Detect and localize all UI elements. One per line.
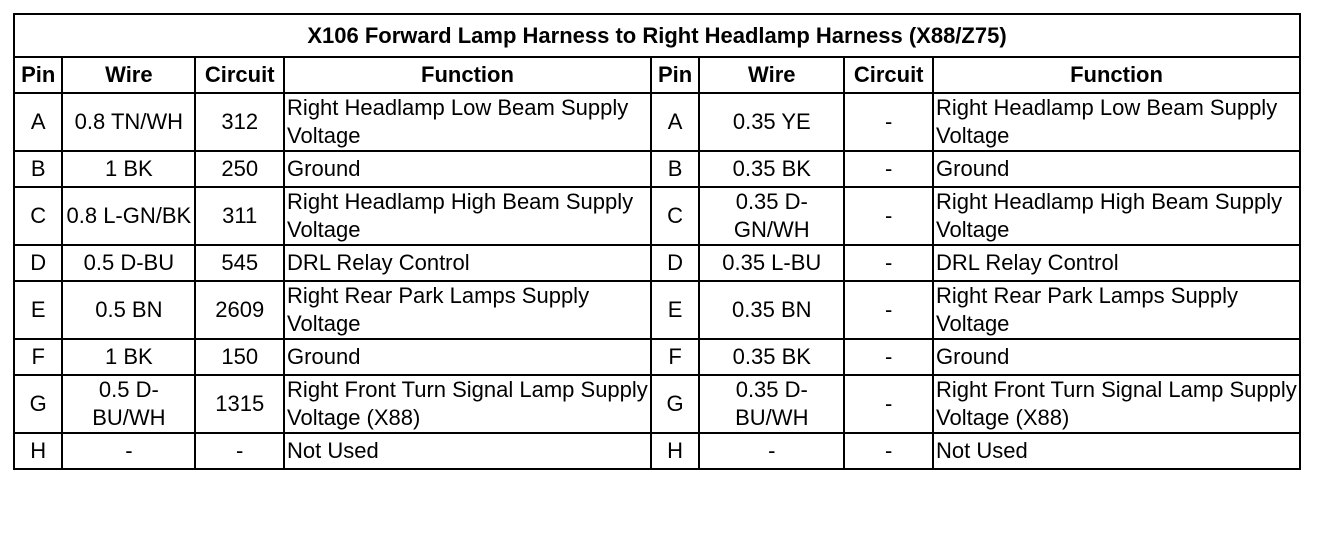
pin-cell: C bbox=[651, 187, 699, 245]
pin-cell: H bbox=[651, 433, 699, 469]
pin-cell: A bbox=[14, 93, 62, 151]
pin-cell: C bbox=[14, 187, 62, 245]
wire-cell: 0.35 BK bbox=[699, 151, 844, 187]
pin-cell: G bbox=[14, 375, 62, 433]
function-cell: Ground bbox=[933, 151, 1300, 187]
function-cell: DRL Relay Control bbox=[284, 245, 651, 281]
wire-cell: 0.5 BN bbox=[62, 281, 195, 339]
pin-cell: B bbox=[14, 151, 62, 187]
wire-cell: 0.8 TN/WH bbox=[62, 93, 195, 151]
pin-cell: A bbox=[651, 93, 699, 151]
wire-cell: 1 BK bbox=[62, 339, 195, 375]
wire-cell: 0.5 D-BU bbox=[62, 245, 195, 281]
wire-cell: - bbox=[699, 433, 844, 469]
function-cell: Ground bbox=[284, 151, 651, 187]
wire-cell: 1 BK bbox=[62, 151, 195, 187]
header-function-right: Function bbox=[933, 57, 1300, 93]
function-cell: Right Front Turn Signal Lamp Supply Voltage (X88) bbox=[933, 375, 1300, 433]
function-cell: Not Used bbox=[933, 433, 1300, 469]
function-cell: Right Rear Park Lamps Supply Voltage bbox=[933, 281, 1300, 339]
header-wire-right: Wire bbox=[699, 57, 844, 93]
wire-cell: 0.35 YE bbox=[699, 93, 844, 151]
function-cell: Right Rear Park Lamps Supply Voltage bbox=[284, 281, 651, 339]
wire-cell: 0.35 BN bbox=[699, 281, 844, 339]
table-row bbox=[14, 93, 1300, 151]
wire-cell: 0.35 BK bbox=[699, 339, 844, 375]
pin-cell: D bbox=[651, 245, 699, 281]
wire-cell: 0.8 L-GN/BK bbox=[62, 187, 195, 245]
table-row bbox=[14, 433, 1300, 469]
circuit-cell: - bbox=[844, 339, 933, 375]
circuit-cell: - bbox=[844, 281, 933, 339]
wire-cell: 0.35 D-BU/WH bbox=[699, 375, 844, 433]
circuit-cell: - bbox=[195, 433, 284, 469]
function-cell: Ground bbox=[284, 339, 651, 375]
column-header-row bbox=[14, 57, 1300, 93]
pin-cell: B bbox=[651, 151, 699, 187]
header-wire-left: Wire bbox=[62, 57, 195, 93]
table-row bbox=[14, 245, 1300, 281]
circuit-cell: 545 bbox=[195, 245, 284, 281]
table-title: X106 Forward Lamp Harness to Right Headlamp Harness (X88/Z75) bbox=[14, 14, 1300, 57]
table-row bbox=[14, 187, 1300, 245]
wire-cell: 0.35 L-BU bbox=[699, 245, 844, 281]
function-cell: Right Headlamp High Beam Supply Voltage bbox=[284, 187, 651, 245]
connector-pinout-table bbox=[13, 13, 1301, 470]
function-cell: Ground bbox=[933, 339, 1300, 375]
function-cell: Right Headlamp Low Beam Supply Voltage bbox=[284, 93, 651, 151]
circuit-cell: - bbox=[844, 93, 933, 151]
header-pin-left: Pin bbox=[14, 57, 62, 93]
function-cell: Right Headlamp Low Beam Supply Voltage bbox=[933, 93, 1300, 151]
pin-cell: F bbox=[14, 339, 62, 375]
wire-cell: 0.5 D-BU/WH bbox=[62, 375, 195, 433]
table-row bbox=[14, 339, 1300, 375]
wire-cell: 0.35 D-GN/WH bbox=[699, 187, 844, 245]
pin-cell: F bbox=[651, 339, 699, 375]
circuit-cell: 2609 bbox=[195, 281, 284, 339]
circuit-cell: 250 bbox=[195, 151, 284, 187]
circuit-cell: 311 bbox=[195, 187, 284, 245]
function-cell: Right Front Turn Signal Lamp Supply Voltage (X88) bbox=[284, 375, 651, 433]
circuit-cell: - bbox=[844, 375, 933, 433]
pin-cell: D bbox=[14, 245, 62, 281]
header-pin-right: Pin bbox=[651, 57, 699, 93]
circuit-cell: - bbox=[844, 187, 933, 245]
pin-cell: H bbox=[14, 433, 62, 469]
header-function-left: Function bbox=[284, 57, 651, 93]
table-row bbox=[14, 281, 1300, 339]
header-circuit-right: Circuit bbox=[844, 57, 933, 93]
circuit-cell: - bbox=[844, 151, 933, 187]
circuit-cell: - bbox=[844, 245, 933, 281]
table-row bbox=[14, 375, 1300, 433]
circuit-cell: - bbox=[844, 433, 933, 469]
table-row bbox=[14, 151, 1300, 187]
function-cell: Not Used bbox=[284, 433, 651, 469]
header-circuit-left: Circuit bbox=[195, 57, 284, 93]
pin-cell: G bbox=[651, 375, 699, 433]
wire-cell: - bbox=[62, 433, 195, 469]
function-cell: Right Headlamp High Beam Supply Voltage bbox=[933, 187, 1300, 245]
circuit-cell: 1315 bbox=[195, 375, 284, 433]
function-cell: DRL Relay Control bbox=[933, 245, 1300, 281]
circuit-cell: 312 bbox=[195, 93, 284, 151]
circuit-cell: 150 bbox=[195, 339, 284, 375]
pin-cell: E bbox=[14, 281, 62, 339]
pin-cell: E bbox=[651, 281, 699, 339]
